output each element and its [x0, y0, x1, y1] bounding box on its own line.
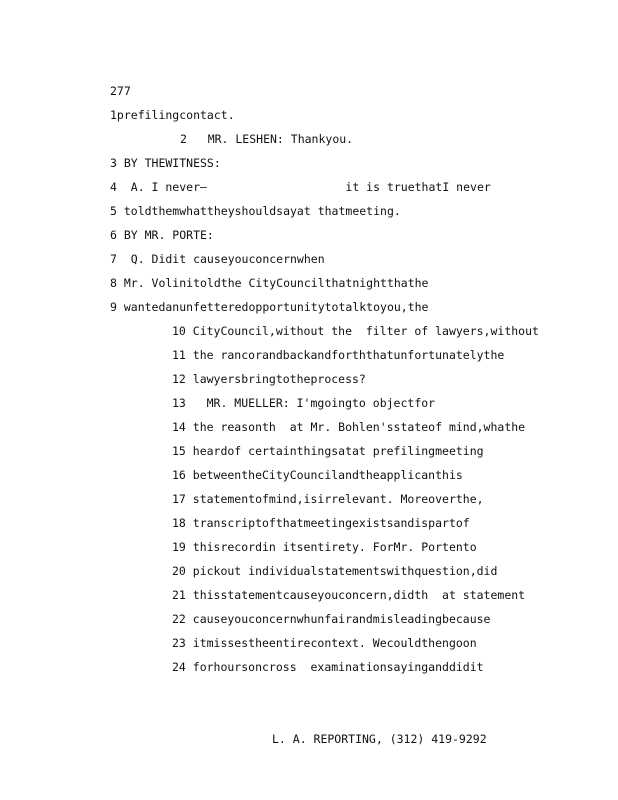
transcript-line-7: 7 Q. Didit causeyouconcernwhen	[110, 252, 325, 266]
transcript-line-18: 18 transcriptofthatmeetingexistsandispartof	[172, 516, 470, 530]
reporter-footer: L. A. REPORTING, (312) 419-9292	[272, 732, 487, 746]
transcript-line-19: 19 thisrecordin itsentirety. ForMr. Portento	[172, 540, 477, 554]
transcript-line-5: 5 toldthemwhattheyshouldsayat thatmeeting.	[110, 204, 401, 218]
transcript-line-14: 14 the reasonth at Mr. Bohlen'sstateof mind,whathe	[172, 420, 526, 434]
transcript-line-13: 13 MR. MUELLER: I'mgoingto objectfor	[172, 396, 436, 410]
transcript-line-23: 23 itmissestheentirecontext. Wecouldthengoon	[172, 636, 477, 650]
transcript-line-2: 2 MR. LESHEN: Thankyou.	[180, 132, 354, 146]
transcript-line-12: 12 lawyersbringtotheprocess?	[172, 372, 366, 386]
transcript-line-9: 9 wantedanunfetteredopportunitytotalktoyou,the	[110, 300, 429, 314]
transcript-line-11: 11 the rancorandbackandforththatunfortunatelythe	[172, 348, 505, 362]
transcript-line-20: 20 pickout individualstatementswithquestion,did	[172, 564, 498, 578]
transcript-line-21: 21 thisstatementcauseyouconcern,didth at statement	[172, 588, 526, 602]
transcript-line-24: 24 forhoursoncross examinationsayinganddidit	[172, 660, 484, 674]
transcript-line-6: 6 BY MR. PORTE:	[110, 228, 214, 242]
transcript-line-15: 15 heardof certainthingsatat prefilingmeeting	[172, 444, 484, 458]
transcript-line-17: 17 statementofmind,isirrelevant. Moreoverthe,	[172, 492, 484, 506]
transcript-line-10: 10 CityCouncil,without the filter of lawyers,without	[172, 324, 539, 338]
page-number: 277	[110, 84, 131, 98]
transcript-line-8: 8 Mr. Volinitoldthe CityCouncilthatnightthathe	[110, 276, 429, 290]
transcript-line-16: 16 betweentheCityCouncilandtheapplicanthis	[172, 468, 463, 482]
transcript-line-1: 1prefilingcontact.	[110, 108, 235, 122]
transcript-line-4: 4 A. I never— it is truethatI never	[110, 180, 491, 194]
transcript-line-3: 3 BY THEWITNESS:	[110, 156, 221, 170]
transcript-line-22: 22 causeyouconcernwhunfairandmisleadingbecause	[172, 612, 491, 626]
